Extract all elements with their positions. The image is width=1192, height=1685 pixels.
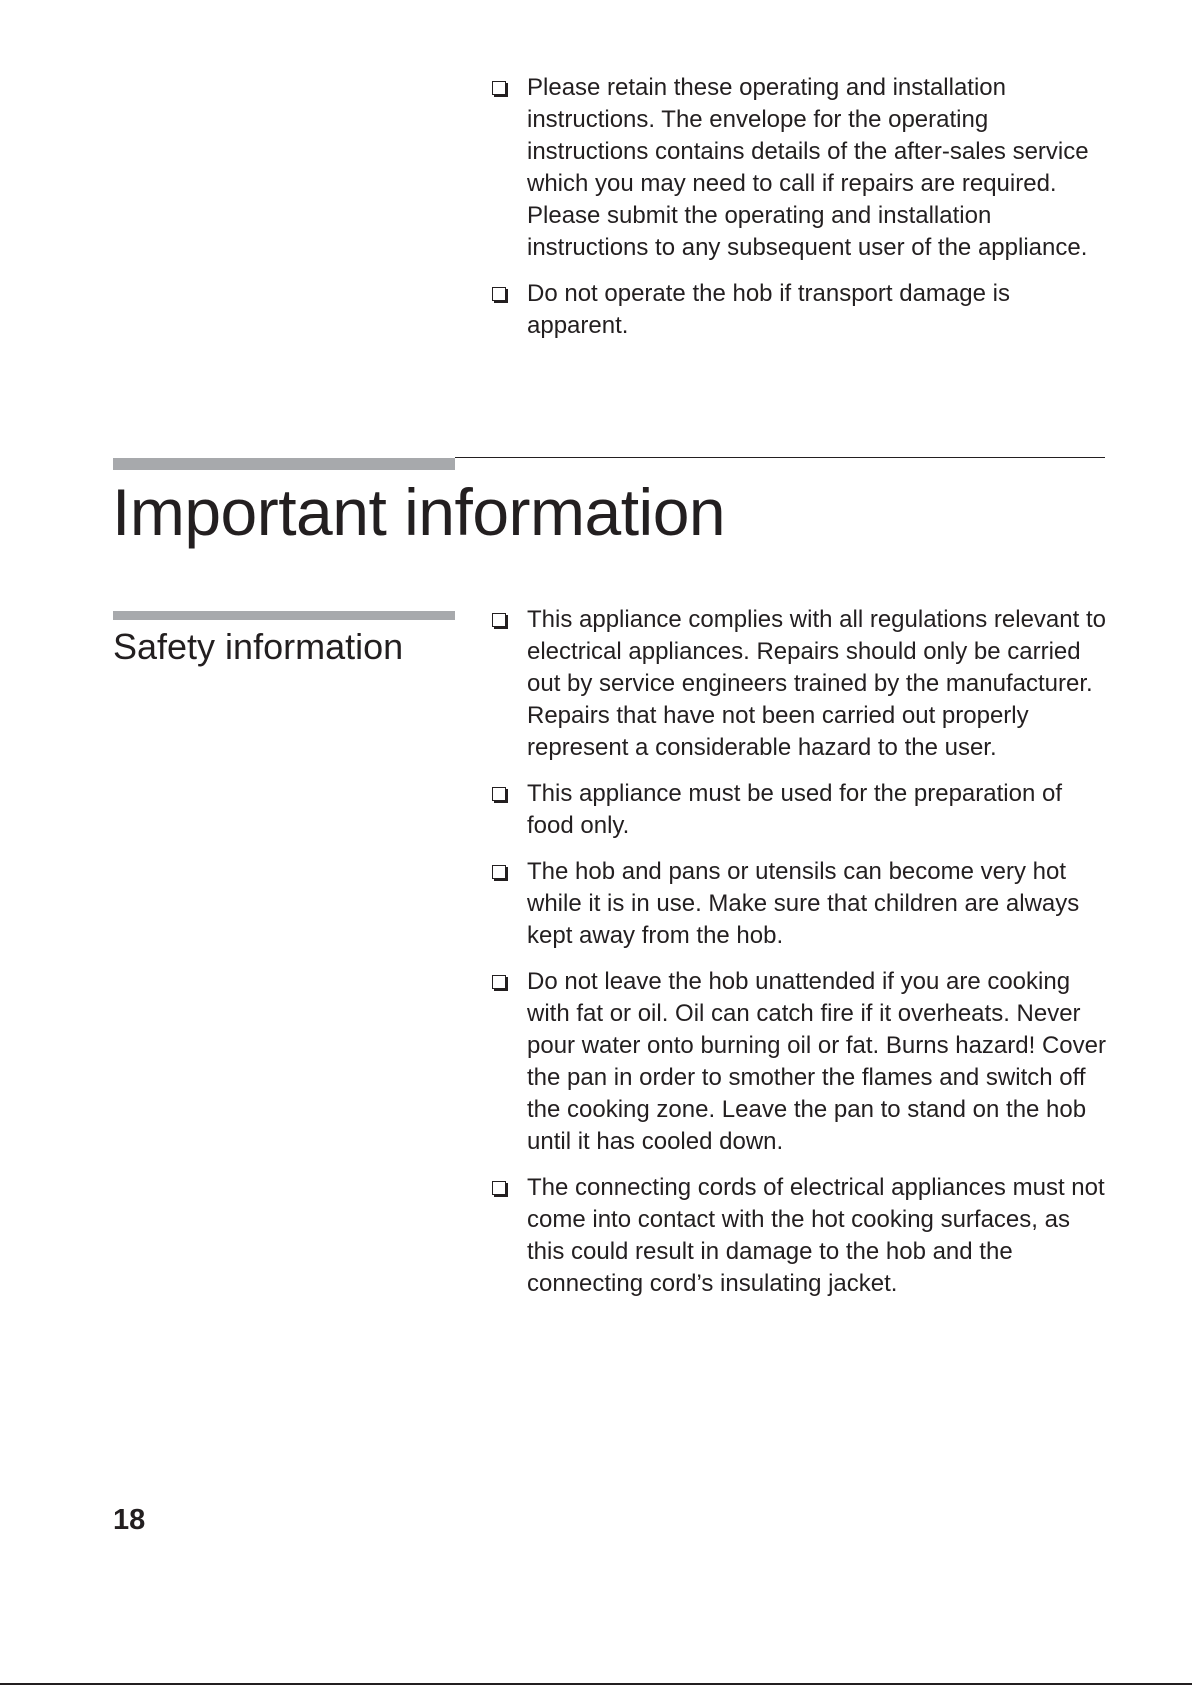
checkbox-bullet-icon xyxy=(492,787,506,801)
list-item xyxy=(490,856,1110,952)
checkbox-bullet-icon xyxy=(492,975,506,989)
list-item xyxy=(490,778,1110,842)
list-item xyxy=(490,72,1110,264)
list-item-text: Do not operate the hob if transport damage is apparent. xyxy=(527,280,1010,339)
intro-bullet-list xyxy=(490,72,1110,356)
section-rule-grey-bar xyxy=(113,458,455,470)
page-number: 18 xyxy=(113,1504,146,1536)
checkbox-bullet-icon xyxy=(492,865,506,879)
list-item xyxy=(490,278,1110,342)
list-item xyxy=(490,1172,1110,1300)
list-item-text: The hob and pans or utensils can become very hot while it is in use. Make sure that children are always kept away from the hob. xyxy=(527,858,1080,949)
list-item-text: The connecting cords of electrical appliances must not come into contact with the hot cooking surfaces, as this could result in damage to the hob and the connecting cord’s insulating jacket. xyxy=(527,1174,1105,1297)
list-item-text: Do not leave the hob unattended if you are cooking with fat or oil. Oil can catch fire if it overheats. Never pour water onto burning oil or fat. Burns hazard! Cover the pan in order to smother the flames and switch off the cooking zone. Leave the pan to stand on the hob until it has cooled down. xyxy=(527,968,1106,1155)
checkbox-bullet-icon xyxy=(492,1181,506,1195)
section-rule-line xyxy=(455,457,1105,458)
subsection-title: Safety information xyxy=(113,626,404,667)
safety-bullet-list xyxy=(490,604,1110,1314)
list-item-text: This appliance must be used for the preparation of food only. xyxy=(527,780,1062,839)
section-title: Important information xyxy=(112,475,726,549)
list-item xyxy=(490,966,1110,1158)
subsection-rule-grey-bar xyxy=(113,611,455,620)
checkbox-bullet-icon xyxy=(492,287,506,301)
checkbox-bullet-icon xyxy=(492,613,506,627)
checkbox-bullet-icon xyxy=(492,81,506,95)
list-item xyxy=(490,604,1110,764)
list-item-text: This appliance complies with all regulations relevant to electrical appliances. Repairs should only be carried out by service engineers trained by the manufacturer. Repairs that have not been carried out properly represent a considerable hazard to the user. xyxy=(527,606,1106,761)
list-item-text: Please retain these operating and installation instructions. The envelope for the operating instructions contains details of the after-sales service which you may need to call if repairs are required. Please submit the operating and installation instructions to any subsequent user of the appliance. xyxy=(527,74,1089,261)
